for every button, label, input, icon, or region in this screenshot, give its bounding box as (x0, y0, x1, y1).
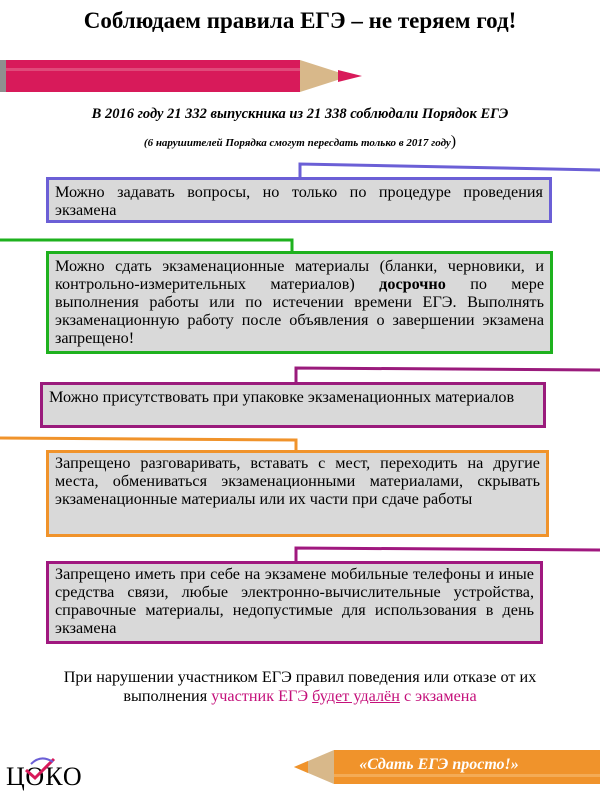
cta-pencil-tip (294, 761, 308, 773)
stat-main: В 2016 году 21 332 выпускника из 21 338 соблюдали Порядок ЕГЭ (91, 106, 509, 122)
pencil-stripe (0, 68, 300, 71)
rule-text: Можно задавать вопросы, но только по процедуре проведения экзамена (55, 183, 543, 219)
stat-note-text: (6 нарушителей Порядка смогут пересдать только в 2017 году (143, 137, 451, 149)
logo (6, 762, 106, 796)
rule-text-before: Можно сдать экзаменационные материалы (бланки, черновики, и контрольно-измерительных материалов) (55, 257, 544, 293)
connector-4 (0, 438, 296, 450)
stat-note-paren: ) (450, 133, 457, 150)
cta-label: «Сдать ЕГЭ просто!» (359, 756, 519, 773)
footer-participant: участник ЕГЭ (211, 687, 309, 705)
rule-box-forbidden-devices (46, 561, 543, 644)
rule-box-packing (40, 382, 546, 428)
rule-box-questions (46, 177, 552, 223)
stat-note (0, 133, 600, 151)
rule-text-bold: досрочно (379, 275, 446, 293)
rule-box-early-submit (46, 251, 553, 354)
pencil-body (0, 60, 300, 92)
pencil-end (0, 60, 6, 92)
connector-3 (296, 368, 600, 382)
rule-text: Запрещено разговаривать, вставать с мест, переходить на другие места, обмениваться экзаменационными материалами, скрывать экзаменационные материалы или их части при сдаче работы (55, 454, 540, 508)
rule-text: Можно присутствовать при упаковке экзаменационных материалов (49, 388, 515, 406)
footer-end: с экзамена (399, 687, 477, 705)
logo-text: ЦОКО (6, 762, 83, 791)
pencil-tip (338, 70, 362, 82)
connector-5 (296, 548, 600, 561)
connector-1 (300, 164, 600, 177)
footer-warning (0, 668, 600, 706)
page-title: Соблюдаем правила ЕГЭ – не теряем год! (83, 8, 517, 33)
footer-line-2 (0, 687, 600, 706)
pencil-decoration (0, 58, 362, 94)
rule-box-forbidden-talk (46, 450, 549, 537)
cta-pencil[interactable] (294, 748, 600, 786)
cta-pencil-stripe (334, 774, 600, 777)
connector-2 (0, 240, 292, 251)
rule-text-after: по мере выполнения работы или по истечении времени ЕГЭ. Выполнять экзаменационную работу после объявления о завершении экзамена запрещено! (55, 275, 545, 347)
logo-check-icon (23, 756, 57, 782)
footer-removed: будет удалён (312, 687, 400, 705)
rule-text: Запрещено иметь при себе на экзамене мобильные телефоны и иные средства связи, любые электронно-вычислительные устройства, справочные материалы, недопустимые для использования в день экзамена (55, 565, 534, 637)
footer-line-1: При нарушении участником ЕГЭ правил поведения или отказе от их (63, 668, 537, 686)
footer-text: выполнения (123, 687, 212, 705)
